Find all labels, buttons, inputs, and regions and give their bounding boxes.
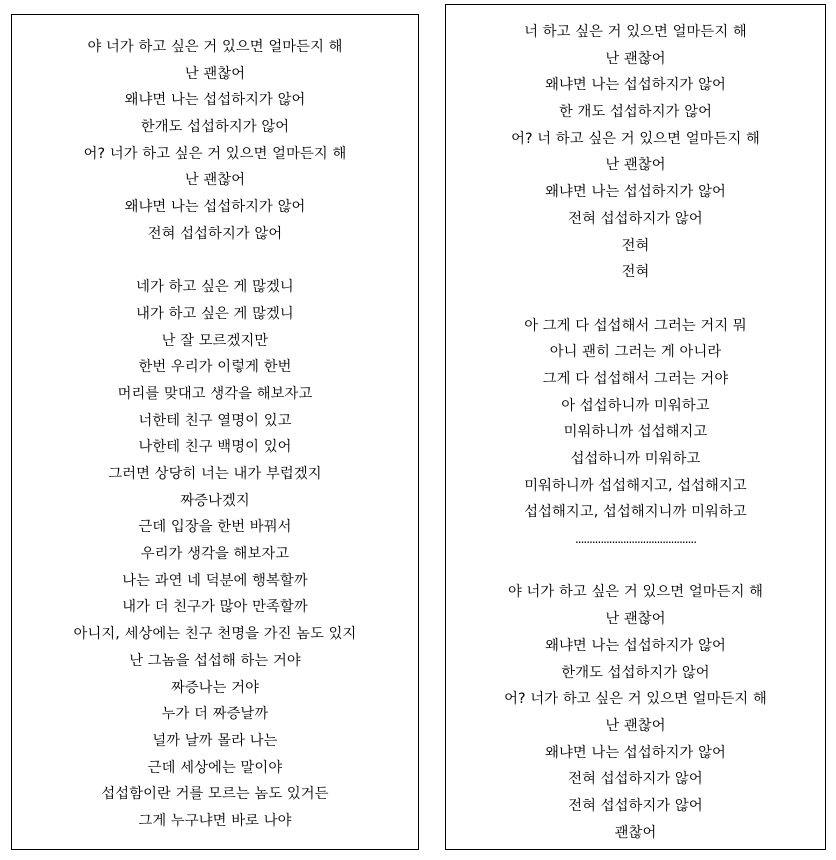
lyric-line: 미워하니까 섭섭해지고, 섭섭해지고 (524, 477, 747, 494)
lyric-line: 그게 누구냐면 바로 나야 (138, 812, 292, 829)
lyric-line: 괜찮어 (614, 824, 657, 841)
lyric-line: 난 괜찮어 (605, 717, 666, 734)
lyric-line: 내가 더 친구가 많아 만족할까 (122, 599, 308, 616)
lyric-line: 어? 너가 하고 싶은 거 있으면 얼마든지 해 (83, 145, 347, 162)
lyric-line: 우리가 생각을 해보자고 (140, 546, 290, 563)
lyric-line: 전혀 섭섭하지가 않어 (568, 771, 703, 788)
lyrics-lines-right (446, 19, 825, 846)
lyric-line: 난 괜찮어 (605, 611, 666, 628)
lyric-line: 야 너가 하고 싶은 거 있으면 얼마든지 해 (507, 584, 764, 601)
lyric-line: 섭섭하니까 미워하고 (570, 451, 701, 467)
lyric-line: 그게 다 섭섭해서 그러는 거야 (542, 370, 729, 387)
lyric-line: 야 너가 하고 싶은 거 있으면 얼마든지 해 (87, 39, 343, 55)
lyric-line: 왜냐면 나는 섭섭하지가 않어 (545, 77, 726, 94)
lyric-line: 아 섭섭하니까 미워하고 (561, 397, 710, 414)
lyric-line: 너한테 친구 열명이 있고 (138, 412, 292, 429)
lyric-line: 난 그놈을 섭섭해 하는 거야 (129, 652, 301, 669)
lyric-line: 왜냐면 나는 섭섭하지가 않어 (545, 744, 726, 761)
lyrics-panel-left (11, 14, 419, 850)
lyric-line (446, 286, 825, 313)
lyric-line: 아니 괜히 그러는 게 아니라 (549, 344, 722, 361)
lyric-line: 널까 날까 몰라 나는 (152, 732, 278, 749)
lyric-line: 난 괜찮어 (184, 65, 246, 82)
lyric-line: 짜증나겠지 (180, 492, 250, 509)
lyric-line (446, 553, 825, 580)
lyric-line: 전혀 섭섭하지가 않어 (568, 210, 703, 227)
lyric-line: 누가 더 짜증날까 (161, 706, 269, 723)
lyric-line: 너 하고 싶은 거 있으면 얼마든지 해 (524, 24, 747, 40)
lyric-line: 한개도 섭섭하지가 않어 (140, 119, 290, 136)
lyric-line: 한 개도 섭섭하지가 않어 (558, 104, 713, 121)
lyric-line: 섭섭해지고, 섭섭해지니까 미워하고 (524, 504, 747, 521)
lyric-line: 어? 너 하고 싶은 거 있으면 얼마든지 해 (511, 130, 760, 147)
lyric-line: 왜냐면 나는 섭섭하지가 않어 (124, 199, 306, 216)
lyric-line: 나한테 친구 백명이 있어 (138, 439, 292, 456)
lyric-line: 짜증나는 거야 (170, 679, 260, 696)
lyric-line: 한번 우리가 이렇게 한번 (138, 359, 292, 376)
lyric-line: 전혀 섭섭하지가 않어 (147, 225, 283, 242)
lyrics-panel-right (445, 4, 826, 850)
lyric-line: 왜냐면 나는 섭섭하지가 않어 (545, 184, 726, 201)
lyric-line: 전혀 섭섭하지가 않어 (568, 797, 703, 814)
lyric-line: ........................................... (574, 532, 697, 547)
lyric-line: 네가 하고 싶은 게 많겠니 (136, 279, 294, 296)
lyrics-lines-left (12, 34, 418, 835)
lyric-line: 근데 입장을 한번 바꿔서 (138, 519, 292, 536)
lyric-line: 난 괜찮어 (605, 50, 666, 67)
lyric-line: 나는 과연 네 덕분에 행복할까 (122, 572, 308, 589)
lyric-line: 어? 너가 하고 싶은 거 있으면 얼마든지 해 (504, 691, 767, 708)
lyric-line: 내가 하고 싶은 게 많겠니 (136, 305, 294, 322)
lyric-line: 머리를 맞대고 생각을 해보자고 (117, 385, 313, 402)
lyric-line: 난 괜찮어 (605, 157, 666, 174)
lyric-line: 미워하니까 섭섭해지고 (563, 424, 708, 441)
lyric-line: 전혀 (621, 264, 650, 281)
lyric-line: 난 괜찮어 (184, 172, 246, 189)
lyric-line (12, 248, 418, 275)
lyric-line: 아니지, 세상에는 친구 천명을 가진 놈도 있지 (73, 626, 357, 643)
lyric-line: 섭섭함이란 거를 모르는 놈도 있거든 (101, 786, 329, 803)
lyric-line: 그러면 상당히 너는 내가 부럽겠지 (108, 466, 322, 482)
lyric-line: 근데 세상에는 말이야 (147, 759, 283, 776)
lyric-line: 한개도 섭섭하지가 않어 (561, 664, 710, 681)
lyric-line: 왜냐면 나는 섭섭하지가 않어 (545, 637, 726, 654)
lyric-line: 전혀 (621, 237, 650, 254)
lyric-line: 난 잘 모르겠지만 (161, 332, 269, 349)
lyric-line: 아 그게 다 섭섭해서 그러는 거지 뭐 (524, 317, 747, 334)
lyric-line: 왜냐면 나는 섭섭하지가 않어 (124, 92, 306, 109)
